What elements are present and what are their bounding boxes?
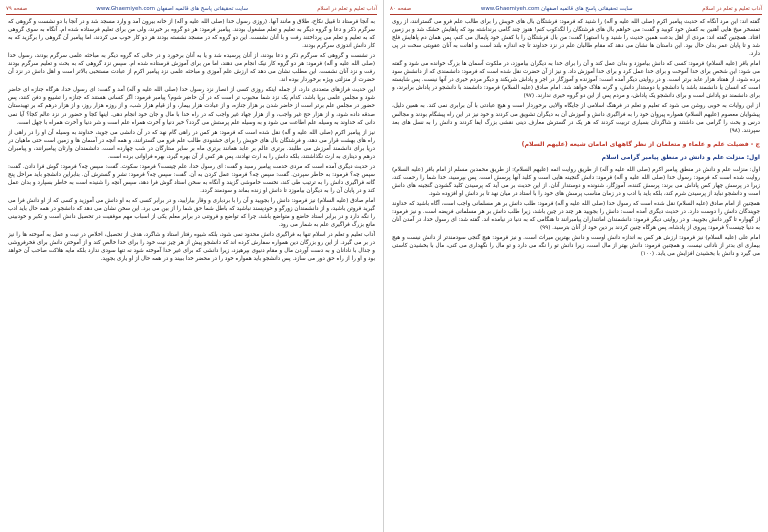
paragraph: در نشست و گروهی که سرگرم ذکر و دعا بودند، از آنان پرسیده شد و یا به آنان برخورد و در حالی که گروه دیگر به مباحثه علمی سرگرم بودند، رسول خدا (صلی الله علیه و آله) فرمود: هر دو گروه کار نیک انجام می دهند، اما من برای آموزش فرستاده شده ام. سپس نزد گروهی که به بحث و تعلیم سرگرم بودند رفت و نزد آنان نشست. این مطلب نشان می دهد که ارزش علم آموزی و مباحثه علمی نزد پیامبر اکرم از عبادت مستحبی بالاتر است و اهل دانش در نزد آن حضرت از منزلتی ویژه برخوردار بوده اند. [8,53,375,84]
subsection-heading: اول: منزلت علم و دانش در منطق پیامبر گرامی اسلام [601,153,760,161]
header-divider [390,14,762,15]
paragraph: از این روایات به خوبی روشن می شود که تعلیم و تعلم در فرهنگ اسلامی از جایگاه والایی برخوردار است و هیچ عبادتی با آن برابری نمی کند. به همین دلیل، پیشوایان معصوم (علیهم السلام) همواره پیروان خود را به فراگیری دانش و آموزش آن به دیگران تشویق می کردند و خود نیز در این راه پیشگام بودند و مجالس درس و بحث را گرامی می داشتند و شاگردان بسیاری تربیت کردند که هر یک در گسترش معارف دینی نقشی بزرگ ایفا کردند و دانش را به نسل های بعد سپردند. (۹۸) [392,103,760,134]
page-header [390,4,762,13]
paragraph: امام علی (علیه السلام) نیز فرمود: ارزش هر کس به اندازه دانش اوست و دانش بهترین میراث است. و نیز فرمود: هیچ گنجی سودمندتر از دانش نیست و هیچ بیماری ای بدتر از نادانی نیست. و همچنین فرمود: دانش بهتر از مال است، زیرا دانش تو را نگه می دارد و تو مال را نگهداری می کنی، مال با بخشیدن کاستی می گیرد و دانش با بخشیدن افزایش می یابد. (۱۰۰) [392,235,760,258]
paragraph: نیز از پیامبر اکرم (صلی الله علیه و آله) نقل شده است که فرمود: هر کس در راهی گام نهد که در آن دانشی می جوید، خداوند به وسیله آن او را در راهی از راه های بهشت قرار می دهد، و فرشتگان بال های خویش را برای خشنودی طالب علم فرو می گسترانند، و همه آنچه در آسمان ها و زمین است حتی ماهیان در دریا برای دانشمند آمرزش می طلبند. برتری عالم بر عابد همانند برتری ماه بر سایر ستارگان در شب چهارده است. دانشمندان وارثان پیامبرانند، و پیامبران درهم و دیناری به ارث نگذاشتند، بلکه دانش را به ارث نهادند، پس هر کس از آن بهره گیرد، بهره فراوانی برده است. [8,129,375,160]
site-url: سایت تحقیقاتی پاسخ های قائمیه اصفهان www.Ghaemiyeh.com [96,5,248,12]
paragraph: امام صادق (علیه السلام) نیز فرمود: دانش را بجویید و آن را با بردباری و وقار بیارایید، و در برابر کسی که به او دانش می آموزید و کسی که از او دانش فرا می گیرید فروتن باشید، و از دانشمندان زورگو و خودپسند نباشید که باطل شما حق شما را از بین می برد. این سخن نشان می دهد که دانشجو در همه حال باید ادب را نگه دارد و در برابر استاد خاضع و متواضع باشد، چرا که تواضع و فروتنی در برابر معلم یکی از اسباب مهم موفقیت در تحصیل دانش است و تکبر و خودبینی مانع بزرگ فراگیری علم به شمار می رود. [8,197,375,229]
page-number: صفحه ۸۰ [390,5,412,12]
section-heading: ج - فضیلت علم و علماء و متعلمان از نظر گاههای امامان شیعه (علیهم السلام) [521,140,760,148]
page-body [8,18,375,528]
paragraph: امام باقر (علیه السلام) فرمود: کسی که دانش بیاموزد و بدان عمل کند و آن را برای خدا به دیگران بیاموزد، در ملکوت آسمان ها بزرگ خوانده می شود و گفته می شود: این شخص برای خدا آموخت و برای خدا عمل کرد و برای خدا آموزش داد. و نیز از آن حضرت نقل شده است که فرمود: دانشمندی که از دانشش سود برده شود، از هفتاد هزار عابد برتر است. و در روایتی دیگر آمده است: آموزنده و آموزگار در اجر و پاداش شریکند و دیگر مردم خیری در آنها نیست. پس شایسته است که انسان یا دانشمند باشد یا دانشجو یا دوستدار دانش، و گرنه هلاک خواهد شد. امام صادق (علیه السلام) فرمود: دانشمند با دانشجو در پاداش برابرند، و برای دانشمند دو پاداش است و برای دانشجو یک پاداش، و مردم پس از این دو گروه خیری ندارند. (۹۷) [392,61,760,100]
right-page [384,0,768,532]
paragraph: آداب تعلیم و تعلم در اسلام تنها به فراگیری دانش محدود نمی شود، بلکه شیوه رفتار استاد و شاگرد، هدف از تحصیل، اخلاص در نیت و عمل به آموخته ها را نیز در بر می گیرد. از این رو بزرگان دین همواره سفارش کرده اند که دانشجو پیش از هر چیز نیت خود را برای خدا خالص کند و از آموختن دانش برای فخرفروشی و جدال با نادانان و به دست آوردن مال و مقام دنیوی بپرهیزد، زیرا دانشی که برای غیر خدا آموخته شود نه تنها سودی ندارد بلکه مایه هلاکت صاحب آن خواهد بود و او را از راه حق دور می سازد. پس دانشجو باید همواره خود را در محضر خدا ببیند و در همه حال از او یاری بجوید. [8,232,375,263]
paragraph: در حدیث دیگری آمده است که مردی خدمت پیامبر رسید و گفت: ای رسول خدا، علم چیست؟ فرمود: سکوت. گفت: سپس چه؟ فرمود: گوش فرا دادن. گفت: سپس چه؟ فرمود: به خاطر سپردن. گفت: سپس چه؟ فرمود: عمل کردن به آن. گفت: سپس چه؟ فرمود: نشر و گسترش آن. بنابراین دانشجو باید مراحل پنج گانه فراگیری دانش را به ترتیب طی کند، نخست خاموشی گزیند و آنگاه به سخن استاد گوش فرا دهد، سپس آنچه را شنیده است به خاطر بسپارد و بدان عمل کند و در پایان آن را به دیگران بیاموزد تا دانش او زنده بماند و سودمند گردد. [8,163,375,194]
book-title: آداب تعلیم و تعلم در اسلام [702,5,762,12]
paragraph: اول: منزلت علم و دانش در منطق پیامبر اکرم (صلی الله علیه و آله) از طریق روایت ائمه (علیهم السلام): از طریق محمدبن مسلم از امام باقر (علیه السلام) روایت شده است که فرمود: رسول خدا (صلی الله علیه و آله) فرمود: دانش گنجینه هایی است و کلید آنها پرسش است. پس بپرسید، خدا شما را رحمت کند، زیرا در پرسش چهار کس پاداش می برند: پرسش کننده، آموزگار، شنونده و دوستدار آنان. از این حدیث بر می آید که پرسیدن کلید گشودن گنجینه های دانش است و دانشجو نباید از پرسیدن شرم کند، بلکه باید با ادب و در زمان مناسب پرسش های خود را با استاد در میان نهد تا بر دانش او افزوده شود. [392,166,760,197]
paragraph: این حدیث فرازهای متعددی دارد، از جمله اینکه روزی کسی از انصار نزد رسول خدا (صلی الله علیه و آله) آمد و گفت: ای رسول خدا، هرگاه جنازه ای حاضر شود و مجلس علمی برپا باشد، کدام یک نزد شما محبوب تر است که در آن حاضر شوم؟ پیامبر فرمود: اگر کسانی هستند که جنازه را تشییع و دفن کنند، پس حضور در مجلس علم برتر است از حاضر شدن بر هزار جنازه، و از عیادت هزار بیمار، و از قیام هزار شب، و از روزه هزار روز، و از هزار درهم که بر تهیدستان صدقه داده شود، و از هزار حج غیر واجب، و از هزار جهاد غیر واجب که در راه خدا با مال و جان خود انجام دهی. اینها کجا و حضور در نزد عالم کجا؟ آیا نمی دانی که خداوند به وسیله علم اطاعت می شود و به وسیله علم پرستش می گردد؟ خیر دنیا و آخرت همراه علم است و شر دنیا و آخرت همراه با جهل است. [8,87,375,126]
header-divider [6,14,377,15]
page-number: صفحه ۷۹ [6,5,28,12]
paragraph: همچنین از امام صادق (علیه السلام) نقل شده است که رسول خدا (صلی الله علیه و آله) فرمود: طلب دانش بر هر مسلمانی واجب است، آگاه باشید که خداوند جویندگان دانش را دوست دارد. در حدیث دیگری آمده است: دانش را بجویید هر چند در چین باشد، زیرا طلب دانش بر هر مسلمانی فریضه است. و نیز فرمود: از گهواره تا گور دانش بجویید. و در روایتی دیگر فرمود: دانشمندان امانتداران پیامبرانند تا هنگامی که به دنیا در نیامده اند. گفته شد: ای رسول خدا، در آمدن آنان به دنیا چیست؟ فرمود: پیروی از پادشاه، پس هرگاه چنین کردند بر دین خود از آنان بترسید. (۹۹) [392,200,760,232]
paragraph: به آنجا فرستاد تا قبیل نکاح، طلاق و مانند آنها. (روزی رسول خدا (صلی الله علیه و آله) از خانه بیرون آمد و وارد مسجد شد و در آنجا با دو نشست و گروهی که سرگرم ذکر و دعا و گروه دیگر به تعلیم و تعلم مشغول بودند. پیامبر فرمود: هر دو گروه بر خیرند، ولی من برای تعلیم فرستاده شده ام. آنگاه به سوی گروهی که به تعلیم و تعلم می پرداختند رفت و با آنان نشست. این دو گروه که در مسجد نشسته بودند هر دو کار خوب می کردند، اما پیامبر آن گروهی را برگزید که به کار دانش اندوزی سرگرم بودند. [8,19,375,50]
paragraph: گفته اند: این مرد آنگاه که حدیث پیامبر اکرم (صلی الله علیه و آله) را شنید که فرمود: فرشتگان بال های خویش را برای طالب علم فرو می گسترانند، از روی تمسخر میخ هایی آهنین به کفش خود کوبید و گفت: می خواهم بال های فرشتگان را لگدکوب کنم! هنوز چند گامی برنداشته بود که پاهایش خشک شد و بر زمین افتاد. همچنین گفته اند: مردی از اهل بدعت همین حدیث را شنید و با استهزا گفت: من بال فرشتگان را با کفش خود پایمال می کنم، پس همان دم پاهایش فلج شد و تا پایان عمر بدان حال بود. این داستان ها نشان می دهد که مقام طالبان علم در نزد خداوند تا چه اندازه بلند است و اهانت به آنان عقوبتی سخت در پی دارد. [392,19,760,58]
page-body [392,18,760,528]
book-title: آداب تعلیم و تعلم در اسلام [317,5,377,12]
page-header [6,4,377,13]
site-url: سایت تحقیقاتی پاسخ های قائمیه اصفهان www.Ghaemiyeh.com [480,5,633,12]
